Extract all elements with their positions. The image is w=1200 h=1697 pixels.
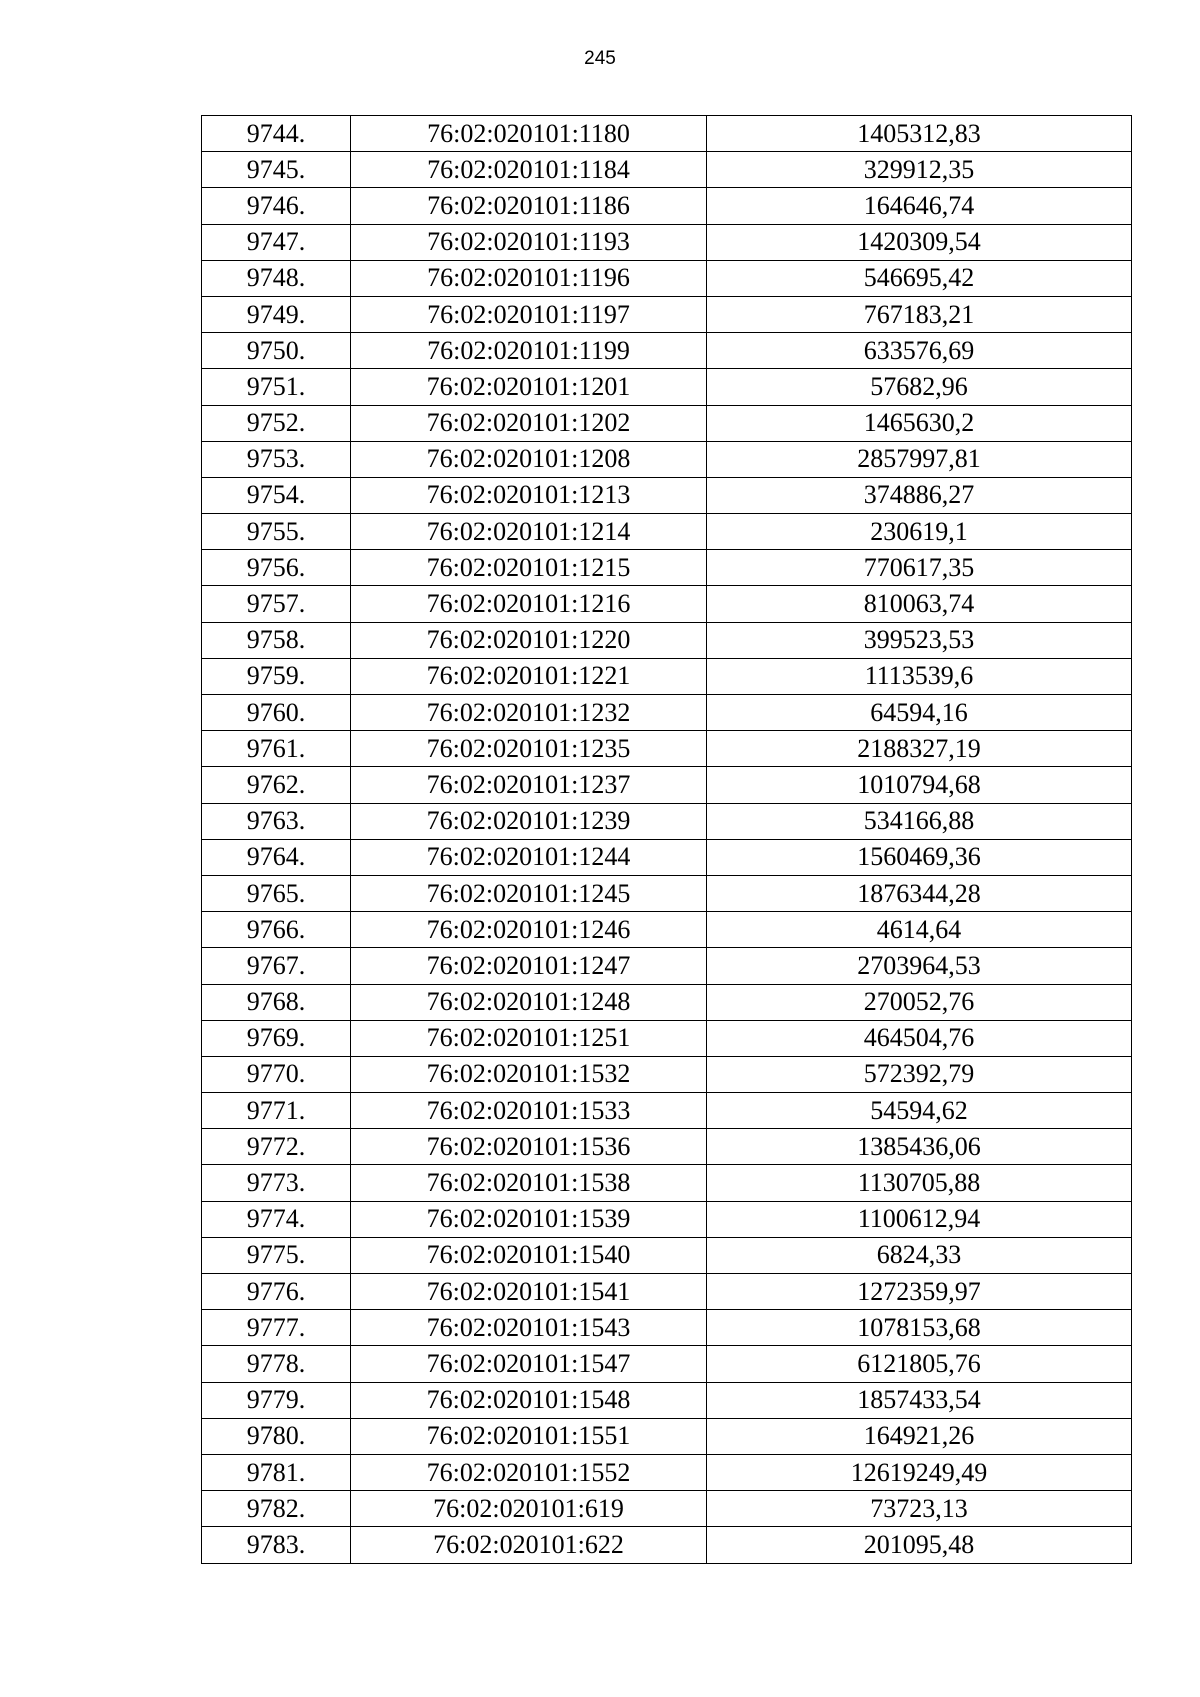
cadastral-value-cell: 572392,79: [707, 1056, 1132, 1092]
cadastral-value-cell: 230619,1: [707, 514, 1132, 550]
table-row: [202, 586, 1132, 622]
cadastral-value-cell: 464504,76: [707, 1020, 1132, 1056]
cadastral-value-cell: 57682,96: [707, 369, 1132, 405]
cadastral-value-cell: 2703964,53: [707, 948, 1132, 984]
cadastral-number-cell: 76:02:020101:1180: [351, 116, 707, 152]
cadastral-number-cell: 76:02:020101:1197: [351, 296, 707, 332]
table-row: [202, 477, 1132, 513]
row-number-cell: 9744.: [202, 116, 351, 152]
row-number-cell: 9767.: [202, 948, 351, 984]
table-row: [202, 116, 1132, 152]
cadastral-number-cell: 76:02:020101:1235: [351, 731, 707, 767]
row-number-cell: 9779.: [202, 1382, 351, 1418]
cadastral-value-cell: 770617,35: [707, 550, 1132, 586]
cadastral-value-cell: 1113539,6: [707, 658, 1132, 694]
table-row: [202, 767, 1132, 803]
cadastral-number-cell: 76:02:020101:1220: [351, 622, 707, 658]
table-row: [202, 369, 1132, 405]
cadastral-value-cell: 546695,42: [707, 260, 1132, 296]
cadastral-value-cell: 54594,62: [707, 1093, 1132, 1129]
cadastral-value-cell: 2857997,81: [707, 441, 1132, 477]
table-row: [202, 839, 1132, 875]
row-number-cell: 9772.: [202, 1129, 351, 1165]
row-number-cell: 9753.: [202, 441, 351, 477]
cadastral-value-cell: 534166,88: [707, 803, 1132, 839]
cadastral-number-cell: 76:02:020101:1186: [351, 188, 707, 224]
cadastral-number-cell: 76:02:020101:619: [351, 1491, 707, 1527]
cadastral-value-cell: 2188327,19: [707, 731, 1132, 767]
cadastral-number-cell: 76:02:020101:1251: [351, 1020, 707, 1056]
row-number-cell: 9755.: [202, 514, 351, 550]
cadastral-number-cell: 76:02:020101:1532: [351, 1056, 707, 1092]
table-row: [202, 1129, 1132, 1165]
cadastral-number-cell: 76:02:020101:1216: [351, 586, 707, 622]
cadastral-value-cell: 164646,74: [707, 188, 1132, 224]
table-row: [202, 1165, 1132, 1201]
table-row: [202, 1382, 1132, 1418]
cadastral-number-cell: 76:02:020101:1248: [351, 984, 707, 1020]
row-number-cell: 9761.: [202, 731, 351, 767]
cadastral-number-cell: 76:02:020101:1533: [351, 1093, 707, 1129]
table-row: [202, 912, 1132, 948]
cadastral-value-cell: 1857433,54: [707, 1382, 1132, 1418]
row-number-cell: 9777.: [202, 1310, 351, 1346]
table-row: [202, 405, 1132, 441]
page-number: 245: [584, 48, 616, 69]
cadastral-number-cell: 76:02:020101:1201: [351, 369, 707, 405]
table-row: [202, 296, 1132, 332]
cadastral-value-cell: 1876344,28: [707, 875, 1132, 911]
table-row: [202, 1020, 1132, 1056]
cadastral-number-cell: 76:02:020101:1221: [351, 658, 707, 694]
table-row: [202, 333, 1132, 369]
cadastral-number-cell: 76:02:020101:1202: [351, 405, 707, 441]
row-number-cell: 9770.: [202, 1056, 351, 1092]
row-number-cell: 9776.: [202, 1274, 351, 1310]
cadastral-number-cell: 76:02:020101:1213: [351, 477, 707, 513]
row-number-cell: 9757.: [202, 586, 351, 622]
row-number-cell: 9782.: [202, 1491, 351, 1527]
cadastral-value-cell: 1560469,36: [707, 839, 1132, 875]
row-number-cell: 9780.: [202, 1418, 351, 1454]
row-number-cell: 9778.: [202, 1346, 351, 1382]
table-row: [202, 188, 1132, 224]
cadastral-number-cell: 76:02:020101:1552: [351, 1454, 707, 1490]
cadastral-value-cell: 4614,64: [707, 912, 1132, 948]
cadastral-number-cell: 76:02:020101:1215: [351, 550, 707, 586]
cadastral-value-cell: 1130705,88: [707, 1165, 1132, 1201]
row-number-cell: 9750.: [202, 333, 351, 369]
table-row: [202, 803, 1132, 839]
table-row: [202, 514, 1132, 550]
table-row: [202, 1491, 1132, 1527]
cadastral-value-cell: 1420309,54: [707, 224, 1132, 260]
cadastral-number-cell: 76:02:020101:1239: [351, 803, 707, 839]
cadastral-number-cell: 76:02:020101:1208: [351, 441, 707, 477]
cadastral-value-cell: 201095,48: [707, 1527, 1132, 1563]
cadastral-value-cell: 1100612,94: [707, 1201, 1132, 1237]
cadastral-number-cell: 76:02:020101:1539: [351, 1201, 707, 1237]
row-number-cell: 9764.: [202, 839, 351, 875]
row-number-cell: 9762.: [202, 767, 351, 803]
row-number-cell: 9775.: [202, 1237, 351, 1273]
cadastral-value-table: [201, 115, 1132, 1564]
cadastral-value-cell: 6824,33: [707, 1237, 1132, 1273]
row-number-cell: 9745.: [202, 152, 351, 188]
cadastral-value-cell: 12619249,49: [707, 1454, 1132, 1490]
cadastral-value-cell: 767183,21: [707, 296, 1132, 332]
cadastral-value-cell: 1078153,68: [707, 1310, 1132, 1346]
table-row: [202, 1201, 1132, 1237]
cadastral-value-cell: 329912,35: [707, 152, 1132, 188]
row-number-cell: 9758.: [202, 622, 351, 658]
row-number-cell: 9759.: [202, 658, 351, 694]
cadastral-number-cell: 76:02:020101:1247: [351, 948, 707, 984]
cadastral-number-cell: 76:02:020101:1551: [351, 1418, 707, 1454]
table-row: [202, 260, 1132, 296]
row-number-cell: 9769.: [202, 1020, 351, 1056]
cadastral-value-cell: 73723,13: [707, 1491, 1132, 1527]
table-row: [202, 695, 1132, 731]
table-row: [202, 731, 1132, 767]
table-row: [202, 622, 1132, 658]
row-number-cell: 9774.: [202, 1201, 351, 1237]
cadastral-value-cell: 1010794,68: [707, 767, 1132, 803]
table-row: [202, 1237, 1132, 1273]
row-number-cell: 9760.: [202, 695, 351, 731]
table-body: [202, 116, 1132, 1564]
cadastral-number-cell: 76:02:020101:1199: [351, 333, 707, 369]
cadastral-value-cell: 1272359,97: [707, 1274, 1132, 1310]
cadastral-number-cell: 76:02:020101:1232: [351, 695, 707, 731]
row-number-cell: 9766.: [202, 912, 351, 948]
cadastral-number-cell: 76:02:020101:1246: [351, 912, 707, 948]
cadastral-value-cell: 1465630,2: [707, 405, 1132, 441]
row-number-cell: 9746.: [202, 188, 351, 224]
cadastral-value-cell: 399523,53: [707, 622, 1132, 658]
cadastral-number-cell: 76:02:020101:1536: [351, 1129, 707, 1165]
cadastral-number-cell: 76:02:020101:1237: [351, 767, 707, 803]
table-row: [202, 1454, 1132, 1490]
table-row: [202, 1274, 1132, 1310]
table-row: [202, 875, 1132, 911]
cadastral-number-cell: 76:02:020101:1548: [351, 1382, 707, 1418]
cadastral-number-cell: 76:02:020101:1245: [351, 875, 707, 911]
row-number-cell: 9749.: [202, 296, 351, 332]
cadastral-number-cell: 76:02:020101:1541: [351, 1274, 707, 1310]
cadastral-number-cell: 76:02:020101:1538: [351, 1165, 707, 1201]
table-row: [202, 224, 1132, 260]
cadastral-number-cell: 76:02:020101:1214: [351, 514, 707, 550]
cadastral-number-cell: 76:02:020101:622: [351, 1527, 707, 1563]
table-row: [202, 658, 1132, 694]
cadastral-number-cell: 76:02:020101:1244: [351, 839, 707, 875]
table-row: [202, 550, 1132, 586]
row-number-cell: 9752.: [202, 405, 351, 441]
cadastral-value-cell: 1405312,83: [707, 116, 1132, 152]
table-row: [202, 1310, 1132, 1346]
row-number-cell: 9754.: [202, 477, 351, 513]
table-row: [202, 1346, 1132, 1382]
cadastral-value-cell: 270052,76: [707, 984, 1132, 1020]
row-number-cell: 9748.: [202, 260, 351, 296]
row-number-cell: 9756.: [202, 550, 351, 586]
cadastral-value-cell: 164921,26: [707, 1418, 1132, 1454]
table-row: [202, 1093, 1132, 1129]
cadastral-value-cell: 64594,16: [707, 695, 1132, 731]
cadastral-value-cell: 1385436,06: [707, 1129, 1132, 1165]
cadastral-value-cell: 810063,74: [707, 586, 1132, 622]
cadastral-number-cell: 76:02:020101:1196: [351, 260, 707, 296]
cadastral-value-cell: 633576,69: [707, 333, 1132, 369]
cadastral-number-cell: 76:02:020101:1193: [351, 224, 707, 260]
cadastral-number-cell: 76:02:020101:1184: [351, 152, 707, 188]
table-row: [202, 1418, 1132, 1454]
table-row: [202, 441, 1132, 477]
table-row: [202, 984, 1132, 1020]
row-number-cell: 9783.: [202, 1527, 351, 1563]
cadastral-number-cell: 76:02:020101:1540: [351, 1237, 707, 1273]
row-number-cell: 9773.: [202, 1165, 351, 1201]
table-row: [202, 1527, 1132, 1563]
table-row: [202, 152, 1132, 188]
cadastral-number-cell: 76:02:020101:1543: [351, 1310, 707, 1346]
row-number-cell: 9768.: [202, 984, 351, 1020]
cadastral-number-cell: 76:02:020101:1547: [351, 1346, 707, 1382]
row-number-cell: 9747.: [202, 224, 351, 260]
cadastral-value-cell: 6121805,76: [707, 1346, 1132, 1382]
row-number-cell: 9765.: [202, 875, 351, 911]
row-number-cell: 9771.: [202, 1093, 351, 1129]
table-row: [202, 1056, 1132, 1092]
row-number-cell: 9751.: [202, 369, 351, 405]
table-row: [202, 948, 1132, 984]
cadastral-value-cell: 374886,27: [707, 477, 1132, 513]
row-number-cell: 9763.: [202, 803, 351, 839]
row-number-cell: 9781.: [202, 1454, 351, 1490]
